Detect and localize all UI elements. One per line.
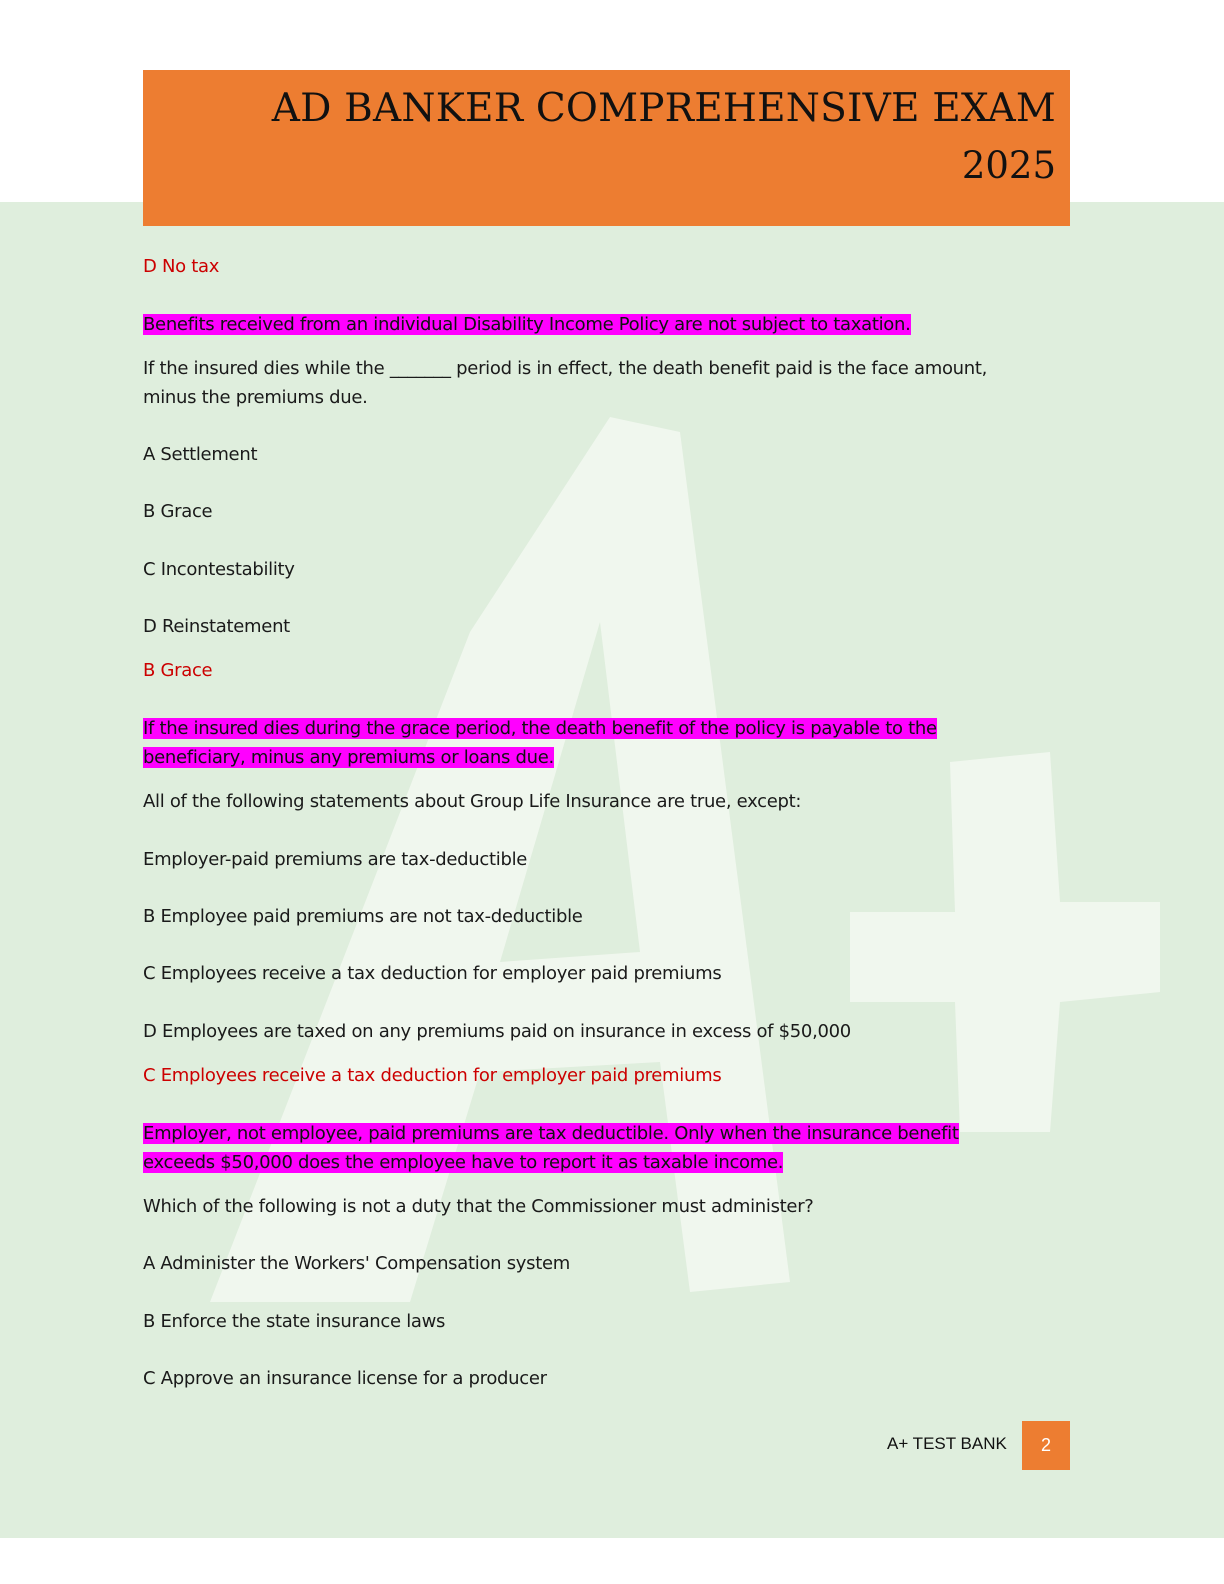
- question-text: All of the following statements about Group Life Insurance are true, except:: [143, 791, 802, 812]
- document-year: 2025: [961, 144, 1056, 187]
- header-banner: [143, 70, 1070, 226]
- option-item: B Grace: [143, 501, 213, 522]
- option-item: Employer-paid premiums are tax-deductible: [143, 849, 528, 870]
- option-item: A Administer the Workers' Compensation system: [143, 1253, 570, 1274]
- question-text: If the insured dies while the _______ period is in effect, the death benefit paid is the face amount, minus the premiums due.: [143, 358, 988, 408]
- answer-text: B Grace: [143, 660, 213, 681]
- option-item: A Settlement: [143, 444, 258, 465]
- footer-label: A+ TEST BANK: [887, 1434, 1007, 1453]
- explanation-highlight: Employer, not employee, paid premiums are tax deductible. Only when the insurance benefit exceeds $50,000 does the employee have to report it as taxable income.: [143, 1123, 959, 1173]
- answer-text: D No tax: [143, 256, 220, 277]
- document-title: AD BANKER COMPREHENSIVE EXAM: [271, 86, 1056, 131]
- answer-text: C Employees receive a tax deduction for employer paid premiums: [143, 1065, 722, 1086]
- option-item: C Incontestability: [143, 559, 295, 580]
- option-item: D Reinstatement: [143, 616, 290, 637]
- explanation-highlight: Benefits received from an individual Disability Income Policy are not subject to taxation.: [143, 314, 911, 335]
- option-item: C Approve an insurance license for a producer: [143, 1368, 547, 1389]
- question-text: Which of the following is not a duty that the Commissioner must administer?: [143, 1196, 814, 1217]
- option-item: C Employees receive a tax deduction for employer paid premiums: [143, 963, 722, 984]
- option-item: D Employees are taxed on any premiums paid on insurance in excess of $50,000: [143, 1021, 851, 1042]
- option-item: B Employee paid premiums are not tax-deductible: [143, 906, 583, 927]
- option-item: B Enforce the state insurance laws: [143, 1311, 446, 1332]
- explanation-highlight: If the insured dies during the grace period, the death benefit of the policy is payable to the beneficiary, minus any premiums or loans due.: [143, 718, 937, 768]
- page-number: 2: [1022, 1421, 1070, 1470]
